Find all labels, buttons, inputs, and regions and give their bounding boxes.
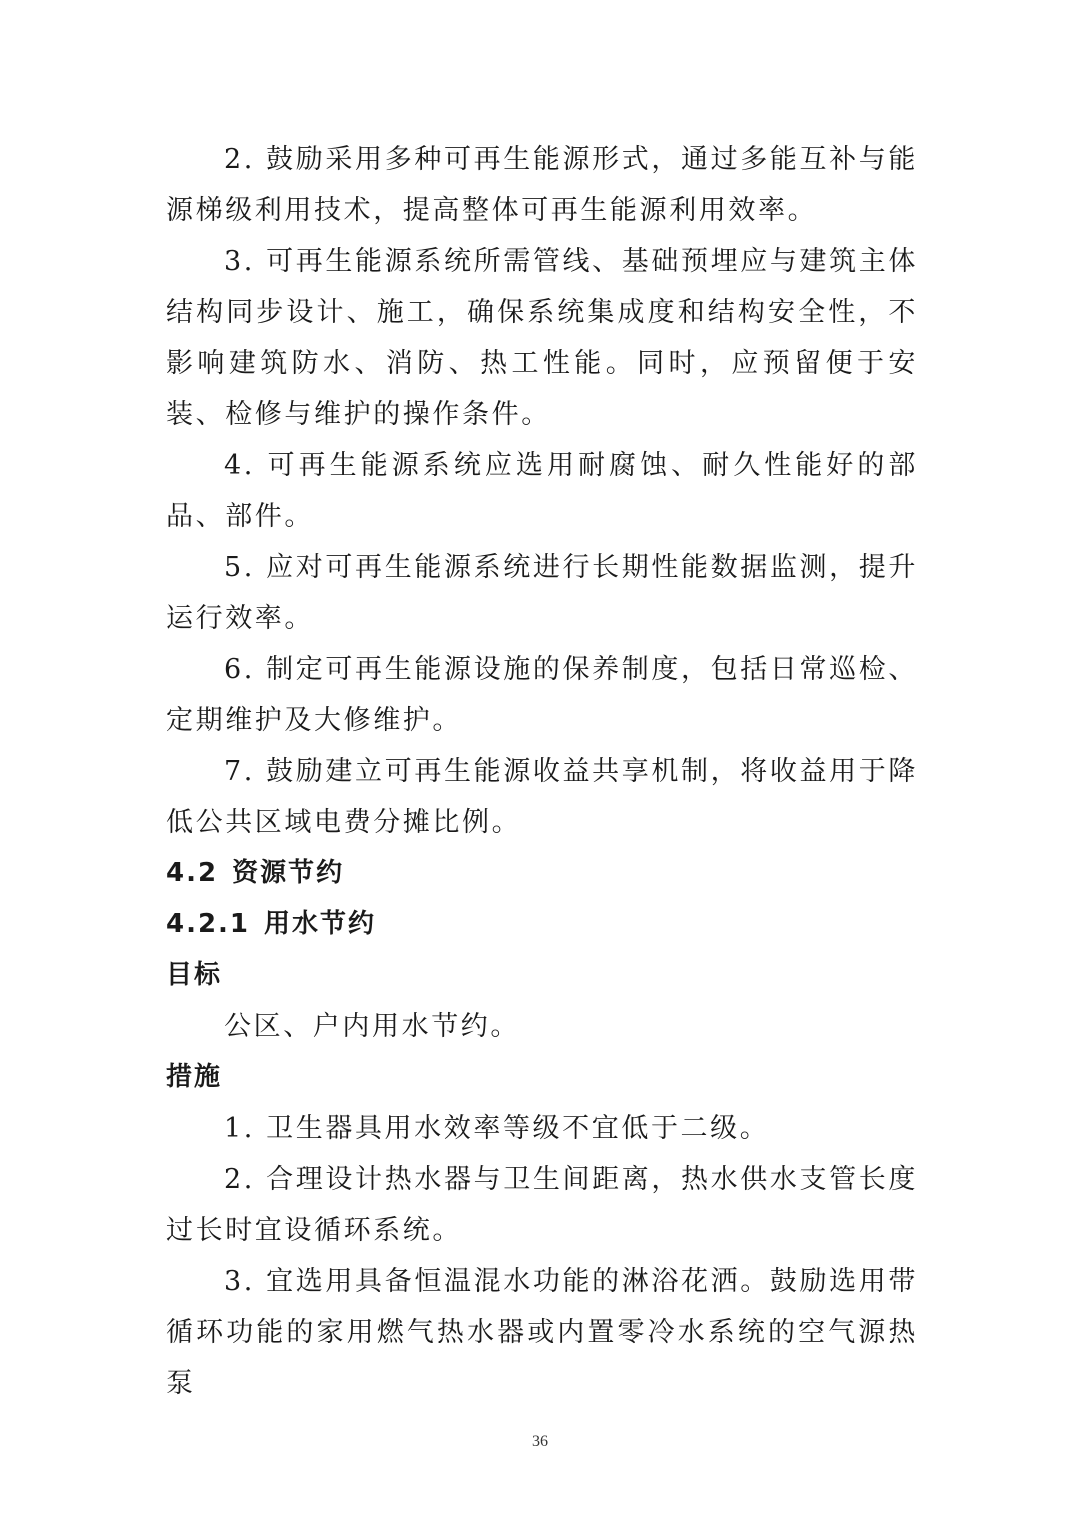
- document-body: [166, 134, 918, 1409]
- goal-label: 目标: [166, 960, 223, 990]
- paragraph-renewable-6: 6. 制定可再生能源设施的保养制度，包括日常巡检、定期维护及大修维护。: [166, 654, 918, 736]
- paragraph-renewable-4: 4. 可再生能源系统应选用耐腐蚀、耐久性能好的部品、部件。: [166, 450, 918, 532]
- measures-label: 措施: [166, 1062, 223, 1092]
- page-number: 36: [532, 1433, 548, 1450]
- subsection-title: 用水节约: [264, 909, 377, 939]
- paragraph-renewable-7: 7. 鼓励建立可再生能源收益共享机制，将收益用于降低公共区域电费分摊比例。: [166, 756, 918, 838]
- subsection-heading: [166, 899, 918, 950]
- measure-item-2: 2. 合理设计热水器与卫生间距离，热水供水支管长度过长时宜设循环系统。: [166, 1164, 918, 1246]
- paragraph-renewable-5: 5. 应对可再生能源系统进行长期性能数据监测，提升运行效率。: [166, 552, 918, 634]
- measure-item-1: 1. 卫生器具用水效率等级不宜低于二级。: [224, 1113, 770, 1144]
- section-title: 资源节约: [232, 858, 345, 888]
- goal-text: 公区、户内用水节约。: [224, 1011, 520, 1042]
- paragraph-renewable-3: 3. 可再生能源系统所需管线、基础预埋应与建筑主体结构同步设计、施工，确保系统集成度和结构安全性，不影响建筑防水、消防、热工性能。同时，应预留便于安装、检修与维护的操作条件。: [166, 246, 918, 430]
- section-heading: [166, 848, 918, 899]
- section-number: 4.2: [166, 858, 219, 888]
- subsection-number: 4.2.1: [166, 909, 251, 939]
- measure-item-3: 3. 宜选用具备恒温混水功能的淋浴花洒。鼓励选用带循环功能的家用燃气热水器或内置零冷水系统的空气源热泵: [166, 1266, 918, 1399]
- paragraph-renewable-2: 2. 鼓励采用多种可再生能源形式，通过多能互补与能源梯级利用技术，提高整体可再生能源利用效率。: [166, 144, 918, 226]
